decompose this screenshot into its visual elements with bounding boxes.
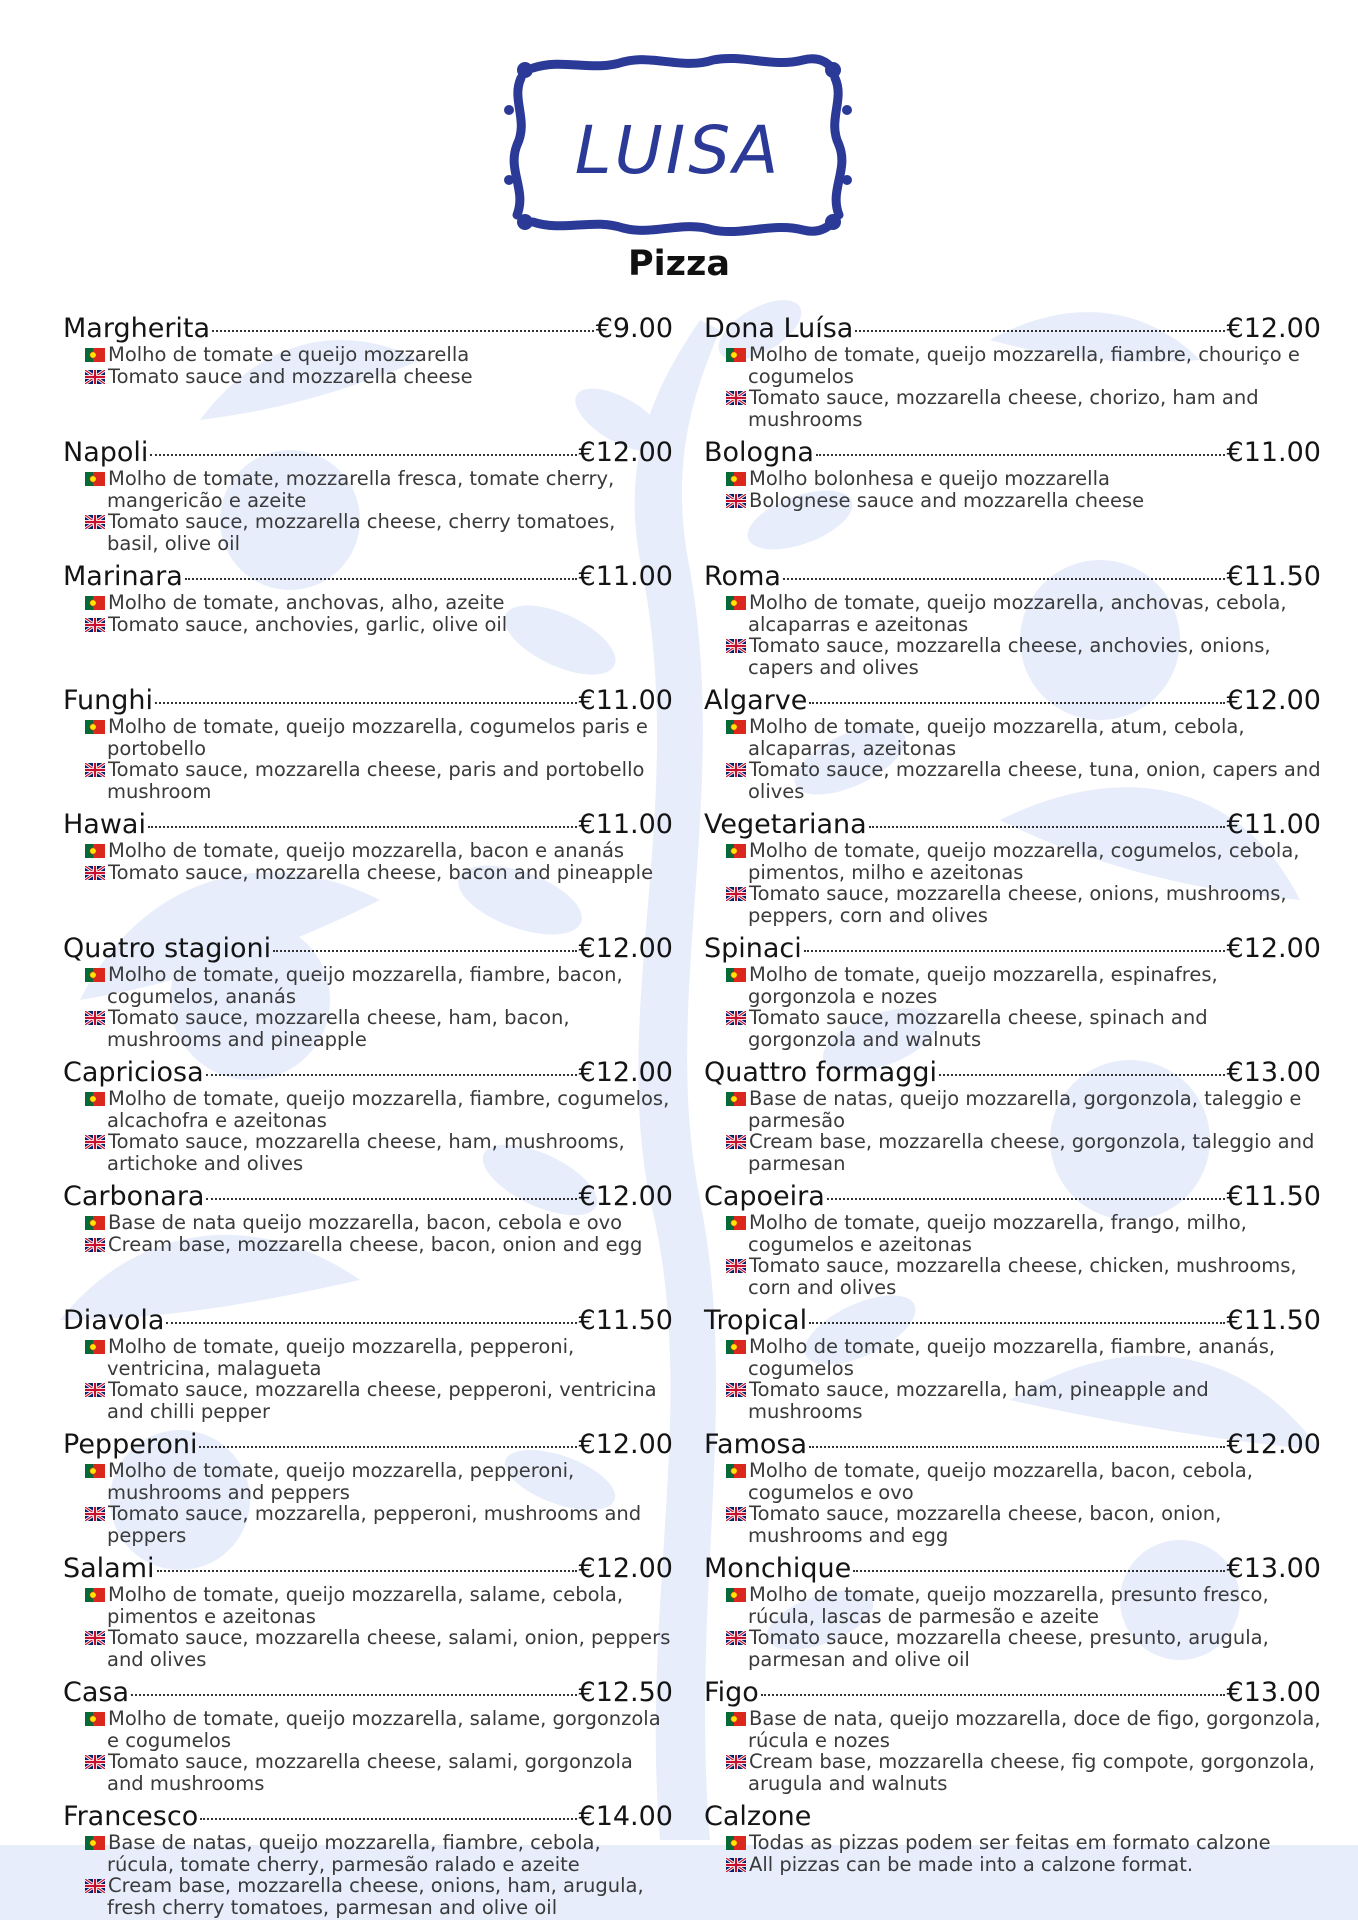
uk-flag-icon [85,1011,105,1025]
item-name: Marinara [63,561,183,592]
item-price: €14.00 [578,1801,673,1832]
leader-dots [212,330,594,332]
calzone-item [704,1802,1321,1926]
item-price: €11.00 [578,685,673,716]
description-pt: Molho de tomate, queijo mozzarella, cogumelos paris e portobello [107,715,648,760]
uk-flag-icon [85,370,105,384]
item-price: €11.50 [1226,1181,1321,1212]
leader-dots [939,1074,1225,1076]
description-pt: Molho de tomate, queijo mozzarella, espinafres, gorgonzola e nozes [748,963,1218,1008]
portugal-flag-icon [85,348,105,362]
description-en: Bolognese sauce and mozzarella cheese [749,488,1145,512]
item-price: €12.00 [578,933,673,964]
description-pt: Molho bolonhesa e queijo mozzarella [749,467,1110,490]
leader-dots [816,454,1225,456]
leader-dots [150,454,576,456]
description-en: Tomato sauce and mozzarella cheese [108,364,473,388]
item-name: Capriciosa [63,1057,204,1088]
menu-item [63,1182,673,1306]
menu-item [704,686,1321,810]
description-en: Tomato sauce, mozzarella, pepperoni, mushrooms and peppers [107,1502,642,1547]
description-en: Tomato sauce, mozzarella cheese, ham, bacon, mushrooms and pineapple [107,1006,570,1051]
portugal-flag-icon [85,472,105,486]
luisa-logo [503,50,853,240]
uk-flag-icon [726,1383,746,1397]
item-name: Monchique [704,1553,852,1584]
leader-dots [761,1694,1225,1696]
item-name: Funghi [63,685,154,716]
portugal-flag-icon [85,596,105,610]
uk-flag-icon [726,494,746,508]
item-price: €9.00 [595,313,673,344]
uk-flag-icon [85,1135,105,1149]
item-price: €13.00 [1226,1553,1321,1584]
description-pt: Molho de tomate, anchovas, alho, azeite [108,591,505,614]
item-price: €12.00 [578,1429,673,1460]
item-price: €12.00 [1226,1429,1321,1460]
uk-flag-icon [726,1507,746,1521]
item-name: Roma [704,561,781,592]
item-name: Diavola [63,1305,165,1336]
description-pt: Molho de tomate, mozzarella fresca, tomate cherry, mangericão e azeite [107,467,615,512]
description-en: Tomato sauce, mozzarella cheese, bacon and pineapple [108,860,654,884]
item-price: €12.00 [1226,313,1321,344]
uk-flag-icon [85,763,105,777]
uk-flag-icon [726,1135,746,1149]
uk-flag-icon [85,515,105,529]
menu-item [704,1058,1321,1182]
uk-flag-icon [726,887,746,901]
leader-dots [206,1074,577,1076]
uk-flag-icon [726,1858,746,1872]
item-price: €11.50 [578,1305,673,1336]
page-title: Pizza [627,244,730,284]
description-pt: Todas as pizzas podem ser feitas em formato calzone [749,1831,1271,1854]
menu-item [63,810,673,934]
leader-dots [131,1694,577,1696]
leader-dots [804,950,1225,952]
description-en: Tomato sauce, mozzarella cheese, pepperoni, ventricina and chilli pepper [107,1378,657,1423]
uk-flag-icon [85,1507,105,1521]
portugal-flag-icon [726,1836,746,1850]
portugal-flag-icon [726,1588,746,1602]
menu-item [63,934,673,1058]
item-price: €11.00 [578,561,673,592]
description-pt: Molho de tomate, queijo mozzarella, anchovas, cebola, alcaparras e azeitonas [748,591,1287,636]
description-pt: Molho de tomate, queijo mozzarella, fiambre, chouriço e cogumelos [748,343,1300,388]
menu-item [63,1678,673,1802]
portugal-flag-icon [726,1216,746,1230]
menu-item [63,562,673,686]
menu-item [704,1678,1321,1802]
portugal-flag-icon [726,1464,746,1478]
description-en: Tomato sauce, mozzarella cheese, ham, mushrooms, artichoke and olives [107,1130,625,1175]
item-price: €12.50 [578,1677,673,1708]
description-en: Tomato sauce, mozzarella, ham, pineapple and mushrooms [748,1378,1209,1423]
portugal-flag-icon [726,968,746,982]
portugal-flag-icon [85,1588,105,1602]
item-name: Spinaci [704,933,802,964]
item-price: €11.00 [578,809,673,840]
item-price: €12.00 [578,1553,673,1584]
description-en: Tomato sauce, mozzarella cheese, salami, gorgonzola and mushrooms [107,1750,633,1795]
leader-dots [869,826,1225,828]
menu-item [704,562,1321,686]
item-name: Algarve [704,685,808,716]
menu-item [704,810,1321,934]
portugal-flag-icon [726,720,746,734]
menu-item [63,686,673,810]
menu-item [63,1058,673,1182]
leader-dots [827,1198,1225,1200]
portugal-flag-icon [85,1340,105,1354]
item-name: Quatro stagioni [63,933,272,964]
description-en: Tomato sauce, mozzarella cheese, presunto, arugula, parmesan and olive oil [748,1626,1269,1671]
leader-dots [809,1322,1224,1324]
description-pt: Molho de tomate, queijo mozzarella, frango, milho, cogumelos e azeitonas [748,1211,1247,1256]
description-pt: Molho de tomate, queijo mozzarella, cogumelos, cebola, pimentos, milho e azeitonas [748,839,1300,884]
menu-column-right [704,314,1321,1926]
description-en: Tomato sauce, mozzarella cheese, spinach and gorgonzola and walnuts [748,1006,1208,1051]
item-price: €12.00 [1226,933,1321,964]
description-en: Tomato sauce, mozzarella cheese, anchovies, onions, capers and olives [748,634,1271,679]
item-name: Famosa [704,1429,808,1460]
description-en: Tomato sauce, anchovies, garlic, olive oil [108,612,508,636]
item-name: Napoli [63,437,149,468]
leader-dots [199,1446,576,1448]
restaurant-name: LUISA [574,112,782,189]
description-en: Tomato sauce, mozzarella cheese, tuna, onion, capers and olives [748,758,1321,803]
description-en: Tomato sauce, mozzarella cheese, salami, onion, peppers and olives [107,1626,671,1671]
description-pt: Base de natas, queijo mozzarella, gorgonzola, taleggio e parmesão [748,1087,1302,1132]
item-price: €11.50 [1226,561,1321,592]
description-pt: Base de nata queijo mozzarella, bacon, cebola e ovo [108,1211,623,1234]
uk-flag-icon [85,866,105,880]
portugal-flag-icon [726,472,746,486]
leader-dots [783,578,1225,580]
item-price: €11.00 [1226,437,1321,468]
leader-dots [853,1570,1224,1572]
menu-item [63,1554,673,1678]
leader-dots [148,826,577,828]
leader-dots [157,1570,577,1572]
description-pt: Base de nata, queijo mozzarella, doce de figo, gorgonzola, rúcula e nozes [748,1707,1321,1752]
menu-item [704,314,1321,438]
menu-item [63,314,673,438]
item-price: €11.00 [1226,809,1321,840]
description-en: Cream base, mozzarella cheese, gorgonzola, taleggio and parmesan [748,1130,1315,1175]
description-pt: Molho de tomate, queijo mozzarella, bacon e ananás [108,839,625,862]
description-en: Cream base, mozzarella cheese, onions, ham, arugula, fresh cherry tomatoes, parmesan and olive oil [107,1874,644,1919]
portugal-flag-icon [85,1216,105,1230]
description-pt: Molho de tomate, queijo mozzarella, pepperoni, mushrooms and peppers [107,1459,575,1504]
leader-dots [155,702,576,704]
item-name: Hawai [63,809,146,840]
uk-flag-icon [85,1238,105,1252]
leader-dots [809,1446,1224,1448]
portugal-flag-icon [726,1092,746,1106]
uk-flag-icon [726,391,746,405]
item-name: Tropical [704,1305,808,1336]
portugal-flag-icon [85,1092,105,1106]
portugal-flag-icon [85,1712,105,1726]
menu-item [704,934,1321,1058]
description-en: Tomato sauce, mozzarella cheese, paris and portobello mushroom [107,758,645,803]
leader-dots [166,1322,576,1324]
menu-item [63,438,673,562]
menu-item [704,1554,1321,1678]
item-name: Margherita [63,313,211,344]
description-en: Tomato sauce, mozzarella cheese, bacon, onion, mushrooms and egg [748,1502,1222,1547]
item-name: Dona Luísa [704,313,854,344]
uk-flag-icon [85,1879,105,1893]
menu-item [63,1430,673,1554]
description-en: Tomato sauce, mozzarella cheese, chorizo, ham and mushrooms [748,386,1259,431]
uk-flag-icon [726,763,746,777]
item-price: €12.00 [578,437,673,468]
item-name: Figo [704,1677,759,1708]
item-name: Carbonara [63,1181,205,1212]
uk-flag-icon [85,1383,105,1397]
menu-item [63,1306,673,1430]
item-name: Calzone [704,1801,812,1832]
item-price: €13.00 [1226,1057,1321,1088]
portugal-flag-icon [85,1464,105,1478]
menu-column-left [63,314,673,1926]
description-en: All pizzas can be made into a calzone format. [749,1852,1194,1876]
menu-item [704,1306,1321,1430]
item-name: Salami [63,1553,155,1584]
item-name: Vegetariana [704,809,867,840]
leader-dots [855,330,1224,332]
portugal-flag-icon [726,1712,746,1726]
item-price: €12.00 [578,1181,673,1212]
description-pt: Molho de tomate, queijo mozzarella, atum, cebola, alcaparras, azeitonas [748,715,1245,760]
description-pt: Molho de tomate, queijo mozzarella, salame, cebola, pimentos e azeitonas [107,1583,624,1628]
item-price: €11.50 [1226,1305,1321,1336]
description-pt: Molho de tomate, queijo mozzarella, fiambre, ananás, cogumelos [748,1335,1276,1380]
description-pt: Molho de tomate, queijo mozzarella, pepperoni, ventricina, malagueta [107,1335,575,1380]
description-pt: Base de natas, queijo mozzarella, fiambre, cebola, rúcula, tomate cherry, parmesão ralado e azeite [107,1831,601,1876]
portugal-flag-icon [726,1340,746,1354]
uk-flag-icon [85,618,105,632]
description-pt: Molho de tomate, queijo mozzarella, fiambre, cogumelos, alcachofra e azeitonas [107,1087,670,1132]
description-en: Tomato sauce, mozzarella cheese, chicken, mushrooms, corn and olives [748,1254,1297,1299]
description-pt: Molho de tomate, queijo mozzarella, fiambre, bacon, cogumelos, ananás [107,963,623,1008]
item-name: Capoeira [704,1181,825,1212]
uk-flag-icon [726,639,746,653]
description-pt: Molho de tomate, queijo mozzarella, salame, gorgonzola e cogumelos [107,1707,661,1752]
uk-flag-icon [726,1755,746,1769]
portugal-flag-icon [726,844,746,858]
menu-item [63,1802,673,1926]
uk-flag-icon [726,1259,746,1273]
menu-item [704,438,1321,562]
item-name: Francesco [63,1801,199,1832]
leader-dots [206,1198,576,1200]
item-price: €12.00 [1226,685,1321,716]
leader-dots [273,950,576,952]
item-name: Pepperoni [63,1429,198,1460]
description-en: Tomato sauce, mozzarella cheese, cherry tomatoes, basil, olive oil [107,510,616,555]
item-name: Quattro formaggi [704,1057,937,1088]
portugal-flag-icon [726,348,746,362]
portugal-flag-icon [85,720,105,734]
portugal-flag-icon [85,844,105,858]
uk-flag-icon [85,1631,105,1645]
uk-flag-icon [726,1011,746,1025]
uk-flag-icon [85,1755,105,1769]
leader-dots [185,578,577,580]
description-en: Tomato sauce, mozzarella cheese, onions, mushrooms, peppers, corn and olives [748,882,1287,927]
item-price: €12.00 [578,1057,673,1088]
description-en: Cream base, mozzarella cheese, fig compote, gorgonzola, arugula and walnuts [748,1750,1316,1795]
item-price: €13.00 [1226,1677,1321,1708]
description-en: Cream base, mozzarella cheese, bacon, onion and egg [108,1232,643,1256]
leader-dots [200,1818,576,1820]
item-name: Bologna [704,437,814,468]
menu-item [704,1182,1321,1306]
description-pt: Molho de tomate, queijo mozzarella, bacon, cebola, cogumelos e ovo [748,1459,1253,1504]
item-name: Casa [63,1677,130,1708]
description-pt: Molho de tomate, queijo mozzarella, presunto fresco, rúcula, lascas de parmesão e azeite [748,1583,1269,1628]
description-pt: Molho de tomate e queijo mozzarella [108,343,470,366]
leader-dots [809,702,1224,704]
menu-item [704,1430,1321,1554]
uk-flag-icon [726,1631,746,1645]
portugal-flag-icon [85,1836,105,1850]
portugal-flag-icon [726,596,746,610]
portugal-flag-icon [85,968,105,982]
